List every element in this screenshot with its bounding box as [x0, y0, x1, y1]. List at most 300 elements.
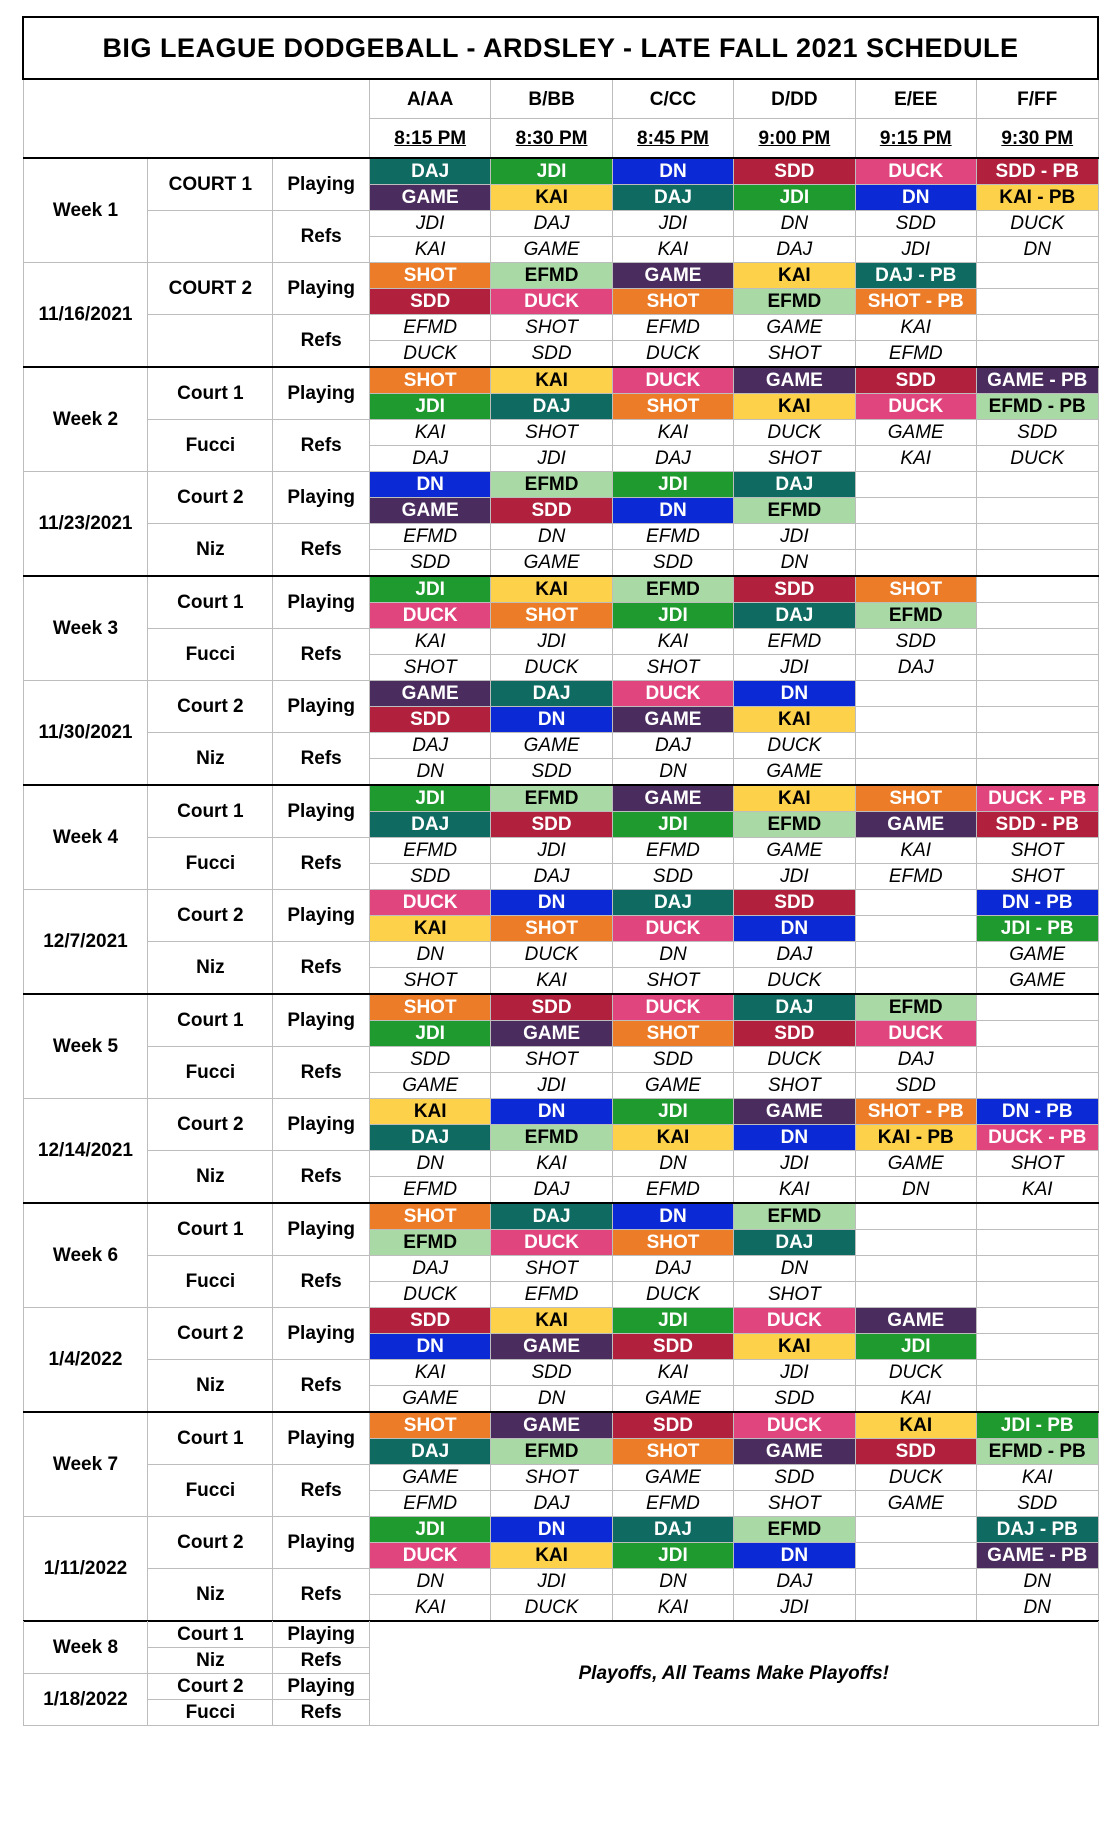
playing-label: Playing — [273, 158, 370, 211]
playing-team-cell: EFMD — [612, 576, 733, 603]
ref-team-cell: GAME — [976, 968, 1098, 995]
playing-team-cell: SHOT — [369, 994, 490, 1021]
ref-team-cell: JDI — [734, 524, 855, 550]
playing-team-cell — [976, 289, 1098, 315]
ref-team-cell: JDI — [491, 1073, 612, 1099]
playing-team-cell: JDI — [612, 1308, 733, 1334]
playing-team-cell: DN — [612, 158, 733, 185]
playing-team-cell: GAME — [734, 1439, 855, 1465]
ref-team-cell: EFMD — [369, 315, 490, 341]
playing-team-cell: DN — [612, 1203, 733, 1230]
playing-team-cell: SHOT — [369, 367, 490, 394]
ref-team-cell: DN — [976, 1595, 1098, 1622]
ref-team-cell: DUCK — [855, 1360, 976, 1386]
ref-team-cell: DUCK — [734, 1047, 855, 1073]
playing-team-cell: KAI — [491, 1308, 612, 1334]
playing-team-cell: EFMD — [369, 1230, 490, 1256]
ref-team-cell: DN — [612, 759, 733, 786]
ref-team-cell: DN — [734, 1256, 855, 1282]
playing-team-cell: DUCK — [612, 994, 733, 1021]
ref-team-cell: KAI — [855, 315, 976, 341]
ref-team-cell: KAI — [976, 1465, 1098, 1491]
playing-team-cell: DN — [734, 1543, 855, 1569]
playing-label: Playing — [273, 367, 370, 420]
court-label: Court 2 — [148, 1099, 273, 1151]
ref-team-cell: EFMD — [612, 524, 733, 550]
ref-team-cell: KAI — [612, 629, 733, 655]
ref-team-cell: GAME — [369, 1073, 490, 1099]
playing-team-cell: SDD — [734, 1021, 855, 1047]
playing-team-cell — [976, 707, 1098, 733]
playing-team-cell: EFMD — [491, 263, 612, 289]
week-label: Week 8 — [23, 1621, 148, 1674]
playing-team-cell: EFMD — [491, 1439, 612, 1465]
playing-team-cell: SDD — [369, 707, 490, 733]
refs-label: Refs — [273, 211, 370, 263]
ref-team-cell: SHOT — [612, 655, 733, 681]
playing-team-cell: GAME — [491, 1412, 612, 1439]
playing-team-cell — [855, 1203, 976, 1230]
playing-team-cell — [855, 681, 976, 707]
schedule-row — [23, 1203, 1098, 1230]
playing-team-cell: EFMD — [734, 498, 855, 524]
playing-team-cell: DUCK — [612, 916, 733, 942]
playing-team-cell: DAJ — [612, 185, 733, 211]
playing-team-cell — [855, 1517, 976, 1543]
ref-team-cell: SHOT — [491, 420, 612, 446]
playing-team-cell: DAJ — [369, 1439, 490, 1465]
ref-team-cell: DAJ — [491, 864, 612, 890]
playing-team-cell: SDD — [491, 812, 612, 838]
playing-team-cell: DUCK — [855, 394, 976, 420]
playing-team-cell: JDI — [612, 603, 733, 629]
refs-label: Refs — [273, 1648, 370, 1674]
court-label: Court 1 — [148, 1412, 273, 1465]
ref-team-cell: SDD — [491, 759, 612, 786]
ref-team-cell: SHOT — [976, 1151, 1098, 1177]
playing-label: Playing — [273, 994, 370, 1047]
playing-team-cell: GAME — [612, 263, 733, 289]
refs-label: Refs — [273, 629, 370, 681]
week-date: 1/11/2022 — [23, 1517, 148, 1622]
ref-team-cell: JDI — [855, 237, 976, 263]
playing-team-cell: DN — [855, 185, 976, 211]
ref-team-cell — [855, 1282, 976, 1308]
playing-team-cell: DAJ — [734, 994, 855, 1021]
ref-team-cell: SDD — [855, 1073, 976, 1099]
ref-team-cell — [976, 315, 1098, 341]
court-label: Court 2 — [148, 472, 273, 524]
playing-label: Playing — [273, 1412, 370, 1465]
playing-team-cell: DUCK — [855, 158, 976, 185]
column-time: 9:30 PM — [976, 119, 1098, 159]
ref-team-cell — [976, 341, 1098, 368]
playing-team-cell: KAI — [855, 1412, 976, 1439]
ref-team-cell: DN — [734, 550, 855, 577]
ref-team-cell: DAJ — [612, 1256, 733, 1282]
playing-team-cell: SHOT - PB — [855, 289, 976, 315]
playing-team-cell — [976, 498, 1098, 524]
schedule-row — [23, 733, 1098, 759]
playing-label: Playing — [273, 1308, 370, 1360]
playing-team-cell: JDI - PB — [976, 1412, 1098, 1439]
ref-team-cell — [976, 1073, 1098, 1099]
playing-team-cell: SHOT — [369, 263, 490, 289]
schedule-row — [23, 838, 1098, 864]
ref-team-cell: DN — [976, 1569, 1098, 1595]
schedule-row — [23, 942, 1098, 968]
playing-team-cell: SHOT — [855, 785, 976, 812]
playing-team-cell — [976, 681, 1098, 707]
week-label: Week 6 — [23, 1203, 148, 1308]
ref-team-cell: DAJ — [369, 446, 490, 472]
ref-team-cell: JDI — [491, 838, 612, 864]
court-label: COURT 2 — [148, 263, 273, 315]
playing-team-cell: GAME — [612, 707, 733, 733]
playing-team-cell: DN — [612, 498, 733, 524]
ref-team-cell: GAME — [855, 420, 976, 446]
court-ref-name: Fucci — [148, 838, 273, 890]
playing-team-cell: SDD — [855, 367, 976, 394]
ref-team-cell: SDD — [369, 550, 490, 577]
ref-team-cell: KAI — [612, 1360, 733, 1386]
playing-team-cell: KAI — [612, 1125, 733, 1151]
ref-team-cell: DUCK — [369, 341, 490, 368]
playing-team-cell — [855, 890, 976, 916]
ref-team-cell: EFMD — [612, 1491, 733, 1517]
schedule-row — [23, 785, 1098, 812]
ref-team-cell: SHOT — [976, 864, 1098, 890]
playing-team-cell: EFMD — [491, 1125, 612, 1151]
refs-label: Refs — [273, 1047, 370, 1099]
court-ref-name: Niz — [148, 1569, 273, 1622]
ref-team-cell: SHOT — [491, 1465, 612, 1491]
court-label: Court 2 — [148, 1308, 273, 1360]
playing-team-cell — [855, 1230, 976, 1256]
playing-team-cell: EFMD — [491, 785, 612, 812]
playing-team-cell: DN — [369, 1334, 490, 1360]
playing-label: Playing — [273, 1621, 370, 1648]
playing-team-cell: DAJ — [491, 1203, 612, 1230]
playing-team-cell: DN - PB — [976, 890, 1098, 916]
playing-label: Playing — [273, 576, 370, 629]
ref-team-cell: GAME — [612, 1465, 733, 1491]
ref-team-cell: KAI — [491, 968, 612, 995]
ref-team-cell — [855, 942, 976, 968]
playing-team-cell: DN — [734, 916, 855, 942]
ref-team-cell: JDI — [734, 1360, 855, 1386]
ref-team-cell: DN — [976, 237, 1098, 263]
refs-label: Refs — [273, 1256, 370, 1308]
week-label: Week 7 — [23, 1412, 148, 1517]
playing-team-cell: DAJ — [734, 603, 855, 629]
playing-team-cell: DAJ — [734, 472, 855, 498]
playing-team-cell — [855, 472, 976, 498]
ref-team-cell: DUCK — [612, 1282, 733, 1308]
playing-team-cell: DAJ — [734, 1230, 855, 1256]
playing-team-cell — [855, 707, 976, 733]
ref-team-cell: SDD — [491, 1360, 612, 1386]
ref-team-cell — [976, 629, 1098, 655]
ref-team-cell: GAME — [491, 237, 612, 263]
playing-team-cell — [976, 1334, 1098, 1360]
ref-team-cell: DUCK — [734, 420, 855, 446]
playing-team-cell: KAI — [734, 785, 855, 812]
column-time: 8:15 PM — [369, 119, 490, 159]
playing-team-cell: DN — [491, 890, 612, 916]
ref-team-cell: DAJ — [734, 942, 855, 968]
schedule-row — [23, 524, 1098, 550]
ref-team-cell: DAJ — [491, 1177, 612, 1204]
ref-team-cell: JDI — [734, 655, 855, 681]
ref-team-cell: GAME — [855, 1491, 976, 1517]
playing-team-cell: SDD — [491, 498, 612, 524]
playing-team-cell: SHOT — [612, 1021, 733, 1047]
playing-team-cell: KAI — [734, 707, 855, 733]
ref-team-cell — [855, 733, 976, 759]
ref-team-cell: KAI — [855, 446, 976, 472]
playing-team-cell: DAJ — [369, 812, 490, 838]
ref-team-cell — [976, 1047, 1098, 1073]
ref-team-cell — [855, 524, 976, 550]
playing-team-cell: SHOT - PB — [855, 1099, 976, 1125]
ref-team-cell — [976, 655, 1098, 681]
playing-team-cell: DN — [491, 1517, 612, 1543]
playing-team-cell: SDD - PB — [976, 158, 1098, 185]
court-ref-name: Fucci — [148, 420, 273, 472]
playing-team-cell: JDI — [369, 576, 490, 603]
ref-team-cell: EFMD — [734, 629, 855, 655]
playing-team-cell — [976, 1203, 1098, 1230]
ref-team-cell: DAJ — [491, 1491, 612, 1517]
schedule-table — [22, 16, 1099, 1726]
ref-team-cell: KAI — [855, 838, 976, 864]
ref-team-cell: DUCK — [612, 341, 733, 368]
schedule-row — [23, 315, 1098, 341]
court-ref-name: Fucci — [148, 1465, 273, 1517]
ref-team-cell: JDI — [491, 446, 612, 472]
court-ref-name — [148, 315, 273, 368]
playing-team-cell: JDI — [369, 1021, 490, 1047]
refs-label: Refs — [273, 315, 370, 368]
playing-team-cell: KAI — [369, 916, 490, 942]
playing-team-cell: DUCK — [369, 603, 490, 629]
ref-team-cell — [855, 1595, 976, 1622]
ref-team-cell: JDI — [369, 211, 490, 237]
court-ref-name: Niz — [148, 1648, 273, 1674]
court-label: Court 2 — [148, 1517, 273, 1569]
court-ref-name: Niz — [148, 733, 273, 786]
schedule-row — [23, 472, 1098, 498]
playing-team-cell: SHOT — [369, 1203, 490, 1230]
playing-team-cell: SHOT — [855, 576, 976, 603]
playing-team-cell: GAME — [491, 1021, 612, 1047]
refs-label: Refs — [273, 1569, 370, 1622]
ref-team-cell: GAME — [369, 1465, 490, 1491]
ref-team-cell: JDI — [612, 211, 733, 237]
playing-team-cell: JDI — [369, 394, 490, 420]
playing-team-cell: EFMD — [491, 472, 612, 498]
playing-team-cell: EFMD — [734, 812, 855, 838]
playing-team-cell: DAJ — [491, 394, 612, 420]
refs-label: Refs — [273, 1360, 370, 1413]
schedule-row — [23, 1465, 1098, 1491]
column-label: F/FF — [976, 79, 1098, 119]
playing-label: Playing — [273, 472, 370, 524]
ref-team-cell: DUCK — [855, 1465, 976, 1491]
ref-team-cell — [855, 1569, 976, 1595]
playing-team-cell: SDD — [369, 1308, 490, 1334]
playing-team-cell: GAME — [734, 367, 855, 394]
playing-team-cell: DAJ — [491, 681, 612, 707]
playing-team-cell — [976, 576, 1098, 603]
playing-team-cell: EFMD — [734, 1203, 855, 1230]
playing-team-cell: DAJ — [612, 1517, 733, 1543]
ref-team-cell: EFMD — [369, 1491, 490, 1517]
playing-team-cell: JDI — [612, 812, 733, 838]
schedule-row — [23, 1099, 1098, 1125]
ref-team-cell: KAI — [612, 420, 733, 446]
ref-team-cell: GAME — [612, 1386, 733, 1413]
ref-team-cell: SHOT — [612, 968, 733, 995]
ref-team-cell — [976, 1360, 1098, 1386]
ref-team-cell: DN — [491, 1386, 612, 1413]
playing-team-cell: JDI - PB — [976, 916, 1098, 942]
playing-team-cell: SHOT — [491, 603, 612, 629]
court-label: Court 2 — [148, 1674, 273, 1700]
ref-team-cell: SHOT — [734, 1073, 855, 1099]
playing-team-cell: JDI — [855, 1334, 976, 1360]
ref-team-cell: DUCK — [976, 211, 1098, 237]
ref-team-cell: DN — [369, 942, 490, 968]
playing-team-cell: KAI — [734, 394, 855, 420]
playing-team-cell: SHOT — [612, 394, 733, 420]
ref-team-cell: SDD — [976, 1491, 1098, 1517]
playing-team-cell — [855, 1543, 976, 1569]
court-ref-name: Niz — [148, 942, 273, 995]
ref-team-cell — [855, 550, 976, 577]
ref-team-cell: SHOT — [491, 1047, 612, 1073]
playing-team-cell: DAJ — [369, 158, 490, 185]
playing-team-cell: DUCK — [491, 1230, 612, 1256]
week-date: 11/16/2021 — [23, 263, 148, 368]
ref-team-cell: SDD — [369, 1047, 490, 1073]
schedule-row — [23, 1569, 1098, 1595]
playing-team-cell: JDI — [612, 1099, 733, 1125]
ref-team-cell: EFMD — [491, 1282, 612, 1308]
ref-team-cell: DAJ — [734, 1569, 855, 1595]
refs-label: Refs — [273, 420, 370, 472]
playing-team-cell — [976, 1230, 1098, 1256]
ref-team-cell: KAI — [976, 1177, 1098, 1204]
ref-team-cell: DAJ — [734, 237, 855, 263]
ref-team-cell — [855, 759, 976, 786]
playing-team-cell: KAI — [491, 576, 612, 603]
playing-team-cell: DN — [491, 707, 612, 733]
week-label: Week 4 — [23, 785, 148, 890]
ref-team-cell: JDI — [491, 1569, 612, 1595]
ref-team-cell: EFMD — [369, 838, 490, 864]
playing-team-cell: SDD — [612, 1334, 733, 1360]
week-label: Week 5 — [23, 994, 148, 1099]
ref-team-cell: SDD — [369, 864, 490, 890]
schedule-row — [23, 420, 1098, 446]
schedule-row — [23, 1151, 1098, 1177]
playing-team-cell: SHOT — [369, 1412, 490, 1439]
playing-team-cell: DUCK — [369, 1543, 490, 1569]
ref-team-cell: GAME — [491, 733, 612, 759]
ref-team-cell: SHOT — [491, 1256, 612, 1282]
playing-label: Playing — [273, 1099, 370, 1151]
ref-team-cell — [855, 1256, 976, 1282]
playing-team-cell: GAME — [491, 1334, 612, 1360]
refs-label: Refs — [273, 524, 370, 577]
week-label: Week 3 — [23, 576, 148, 681]
ref-team-cell: DAJ — [855, 1047, 976, 1073]
ref-team-cell: SDD — [855, 211, 976, 237]
ref-team-cell: DAJ — [369, 1256, 490, 1282]
playing-team-cell: KAI — [491, 367, 612, 394]
week-date: 11/23/2021 — [23, 472, 148, 577]
ref-team-cell: DN — [855, 1177, 976, 1204]
refs-label: Refs — [273, 942, 370, 995]
ref-team-cell: DN — [612, 1569, 733, 1595]
playing-team-cell: JDI — [612, 1543, 733, 1569]
ref-team-cell: DUCK — [369, 1282, 490, 1308]
court-label: Court 1 — [148, 785, 273, 838]
ref-team-cell — [855, 968, 976, 995]
playing-team-cell: KAI — [734, 263, 855, 289]
ref-team-cell — [976, 550, 1098, 577]
playing-team-cell: SDD — [734, 890, 855, 916]
ref-team-cell: DN — [369, 1569, 490, 1595]
ref-team-cell: DUCK — [491, 655, 612, 681]
playing-team-cell: KAI — [491, 1543, 612, 1569]
playing-team-cell: DAJ — [369, 1125, 490, 1151]
ref-team-cell: EFMD — [612, 315, 733, 341]
playing-team-cell: DUCK - PB — [976, 1125, 1098, 1151]
playing-label: Playing — [273, 1517, 370, 1569]
playing-team-cell: DUCK — [612, 367, 733, 394]
ref-team-cell: SHOT — [734, 446, 855, 472]
refs-label: Refs — [273, 1151, 370, 1204]
playing-team-cell — [976, 603, 1098, 629]
playing-team-cell: EFMD — [855, 603, 976, 629]
playing-team-cell: GAME - PB — [976, 1543, 1098, 1569]
schedule-row — [23, 1517, 1098, 1543]
ref-team-cell: EFMD — [855, 341, 976, 368]
schedule-title: BIG LEAGUE DODGEBALL - ARDSLEY - LATE FALL 2021 SCHEDULE — [23, 17, 1098, 79]
week-date: 12/14/2021 — [23, 1099, 148, 1204]
playing-team-cell: KAI - PB — [976, 185, 1098, 211]
schedule-row — [23, 1412, 1098, 1439]
playing-team-cell: GAME — [369, 681, 490, 707]
playing-team-cell: GAME — [734, 1099, 855, 1125]
playing-team-cell — [976, 263, 1098, 289]
playing-team-cell: SDD - PB — [976, 812, 1098, 838]
ref-team-cell: EFMD — [855, 864, 976, 890]
ref-team-cell: KAI — [734, 1177, 855, 1204]
ref-team-cell: SDD — [612, 550, 733, 577]
ref-team-cell: SDD — [612, 864, 733, 890]
ref-team-cell — [976, 1256, 1098, 1282]
ref-team-cell: KAI — [855, 1386, 976, 1413]
column-time: 9:15 PM — [855, 119, 976, 159]
playing-label: Playing — [273, 263, 370, 315]
week-date: 12/7/2021 — [23, 890, 148, 995]
column-label: B/BB — [491, 79, 612, 119]
court-label: Court 1 — [148, 1203, 273, 1256]
